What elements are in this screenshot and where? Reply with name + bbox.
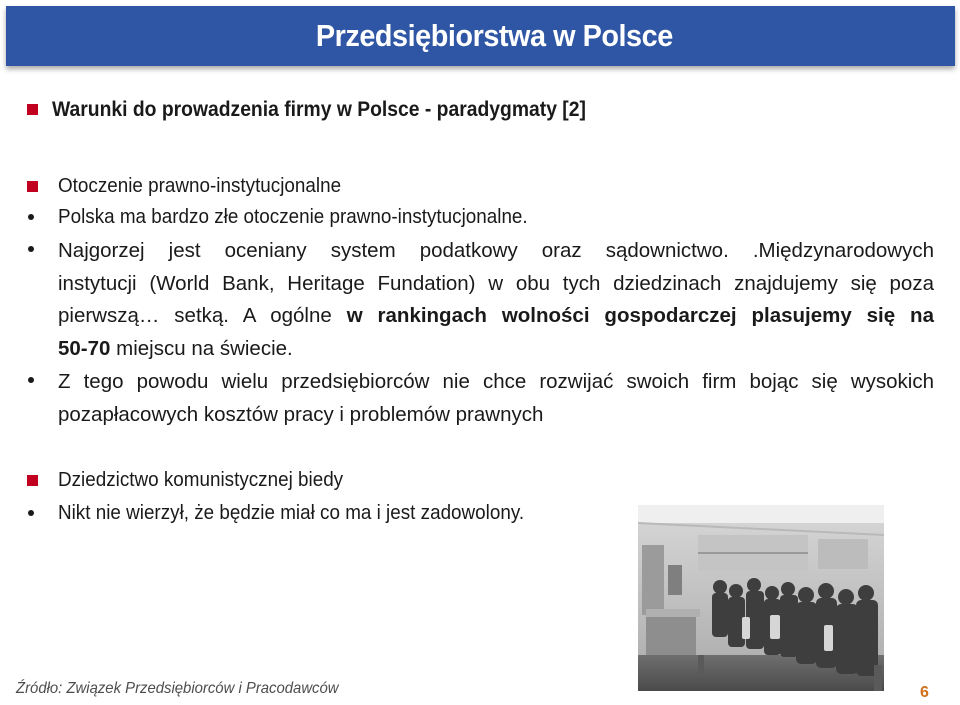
text-span: pierwszą… setką. A ogólne	[58, 304, 347, 327]
section2-heading: Dziedzictwo komunistycznej biedy	[58, 468, 344, 491]
text-line: Z tego powodu wielu przedsiębiorców nie chce rozwijać swoich firm bojąc się wysokich	[58, 370, 934, 393]
text-bold: w rankingach wolności gospodarczej plasujemy się na	[346, 304, 934, 327]
slide-subtitle: Warunki do prowadzenia firmy w Polsce - paradygmaty [2]	[52, 98, 586, 121]
text-line: Najgorzej jest oceniany system podatkowy oraz sądownictwo. .Międzynarodowych	[58, 239, 934, 262]
section2-bullet1: Nikt nie wierzył, że będzie miał co ma i jest zadowolony.	[58, 501, 525, 524]
title-bar	[6, 6, 955, 66]
square-bullet-icon	[27, 475, 38, 486]
section1-bullet3	[58, 366, 934, 431]
queue-photo	[638, 505, 884, 691]
source-note: Źródło: Związek Przedsiębiorców i Pracodawców	[16, 680, 339, 697]
text-line	[58, 300, 934, 333]
section1-heading: Otoczenie prawno-instytucjonalne	[58, 174, 342, 197]
square-bullet-icon	[27, 104, 38, 115]
bullet-dot-icon	[28, 377, 34, 383]
text-span: miejscu na świecie.	[110, 336, 293, 360]
bullet-dot-icon	[28, 510, 34, 516]
text-bold: 50-70	[58, 336, 111, 360]
photo-graphic	[638, 505, 884, 691]
bullet-dot-icon	[28, 214, 34, 220]
slide-title: Przedsiębiorstwa w Polsce	[316, 18, 673, 53]
bullet-dot-icon	[28, 246, 34, 252]
square-bullet-icon	[27, 181, 38, 192]
section1-bullet1: Polska ma bardzo złe otoczenie prawno-instytucjonalne.	[58, 205, 528, 228]
page-number: 6	[920, 684, 929, 701]
text-line	[58, 333, 934, 366]
section1-bullet2	[58, 235, 934, 365]
text-line: pozapłacowych kosztów pracy i problemów prawnych	[58, 402, 544, 426]
text-line: instytucji (World Bank, Heritage Fundation) w obu tych dziedzinach znajdujemy się poza	[58, 271, 934, 295]
